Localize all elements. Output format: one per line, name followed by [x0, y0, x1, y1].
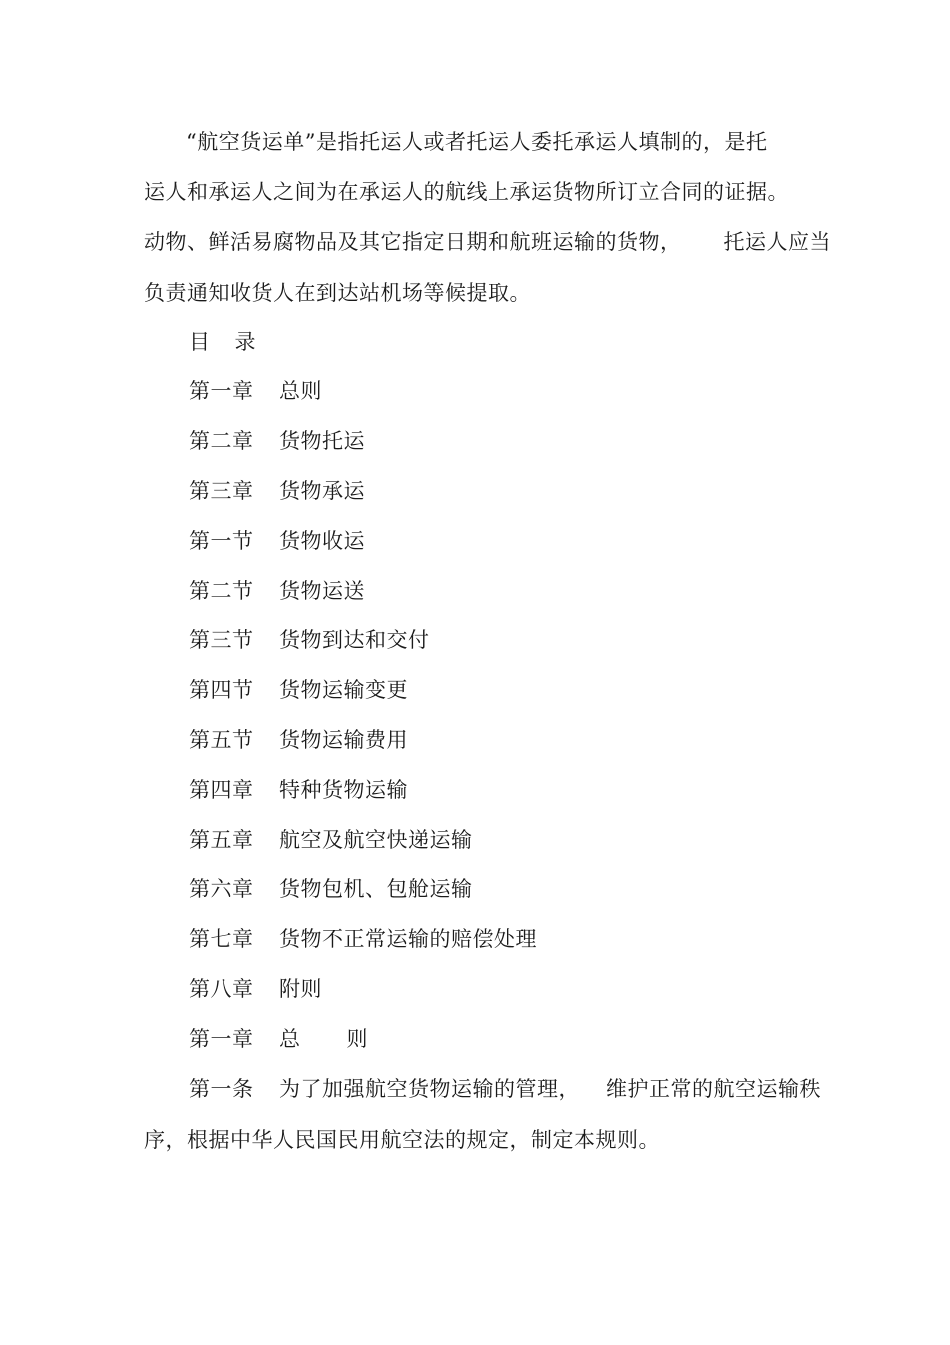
toc-item-label: 第一章 — [189, 379, 254, 403]
intro-line-4: 负责通知收货人在到达站机场等候提取。 — [144, 281, 531, 305]
toc-item-title: 附则 — [279, 977, 322, 1001]
toc-item-label: 第二章 — [189, 429, 254, 453]
toc-heading-part-a: 目 — [189, 330, 211, 354]
chapter-title-part-a: 总 — [279, 1027, 301, 1051]
toc-item — [189, 377, 322, 405]
article-text-part-b: 维护正常的航空运输秩 — [606, 1077, 821, 1101]
article-1-line-2: 序，根据中华人民国民用航空法的规定，制定本规则。 — [144, 1128, 660, 1152]
chapter-heading — [189, 1025, 368, 1053]
toc-heading — [189, 328, 256, 356]
article-text-part-a: 为了加强航空货物运输的管理， — [279, 1077, 580, 1101]
article-label: 第一条 — [189, 1077, 254, 1101]
toc-item-title: 货物运输变更 — [279, 678, 408, 702]
toc-item — [189, 477, 365, 505]
toc-item-label: 第一节 — [189, 529, 254, 553]
toc-item-title: 货物运输费用 — [279, 728, 408, 752]
toc-item — [189, 826, 473, 854]
toc-item-label: 第八章 — [189, 977, 254, 1001]
toc-item-title: 货物不正常运输的赔偿处理 — [279, 927, 537, 951]
toc-item — [189, 776, 408, 804]
intro-line-3-part-b: 托运人应当 — [723, 230, 831, 254]
toc-item — [189, 875, 473, 903]
toc-item — [189, 577, 365, 605]
toc-item-title: 货物收运 — [279, 529, 365, 553]
toc-item-title: 货物包机、包舱运输 — [279, 877, 473, 901]
toc-item-label: 第六章 — [189, 877, 254, 901]
toc-item-title: 特种货物运输 — [279, 778, 408, 802]
toc-item-title: 货物承运 — [279, 479, 365, 503]
toc-item-title: 总则 — [279, 379, 322, 403]
toc-item-label: 第七章 — [189, 927, 254, 951]
toc-item — [189, 925, 537, 953]
toc-item — [189, 527, 365, 555]
intro-line-1: “航空货运单”是指托运人或者托运人委托承运人填制的，是托 — [186, 130, 768, 154]
toc-item-title: 货物运送 — [279, 579, 365, 603]
toc-item — [189, 427, 365, 455]
chapter-title-part-b: 则 — [346, 1027, 368, 1051]
toc-item-label: 第三章 — [189, 479, 254, 503]
toc-item-title: 货物到达和交付 — [279, 628, 430, 652]
toc-item-label: 第五节 — [189, 728, 254, 752]
toc-item-label: 第二节 — [189, 579, 254, 603]
toc-item-label: 第三节 — [189, 628, 254, 652]
intro-line-3 — [144, 228, 831, 256]
toc-item-title: 航空及航空快递运输 — [279, 828, 473, 852]
toc-item-title: 货物托运 — [279, 429, 365, 453]
intro-line-3-part-a: 动物、鲜活易腐物品及其它指定日期和航班运输的货物， — [144, 230, 682, 254]
toc-item-label: 第四节 — [189, 678, 254, 702]
chapter-label: 第一章 — [189, 1027, 254, 1051]
toc-item — [189, 626, 430, 654]
article-1-line-1 — [189, 1075, 821, 1103]
toc-heading-part-b: 录 — [234, 330, 256, 354]
toc-item — [189, 975, 322, 1003]
intro-line-2: 运人和承运人之间为在承运人的航线上承运货物所订立合同的证据。 — [144, 180, 789, 204]
toc-item-label: 第五章 — [189, 828, 254, 852]
toc-item — [189, 726, 408, 754]
toc-item-label: 第四章 — [189, 778, 254, 802]
toc-item — [189, 676, 408, 704]
